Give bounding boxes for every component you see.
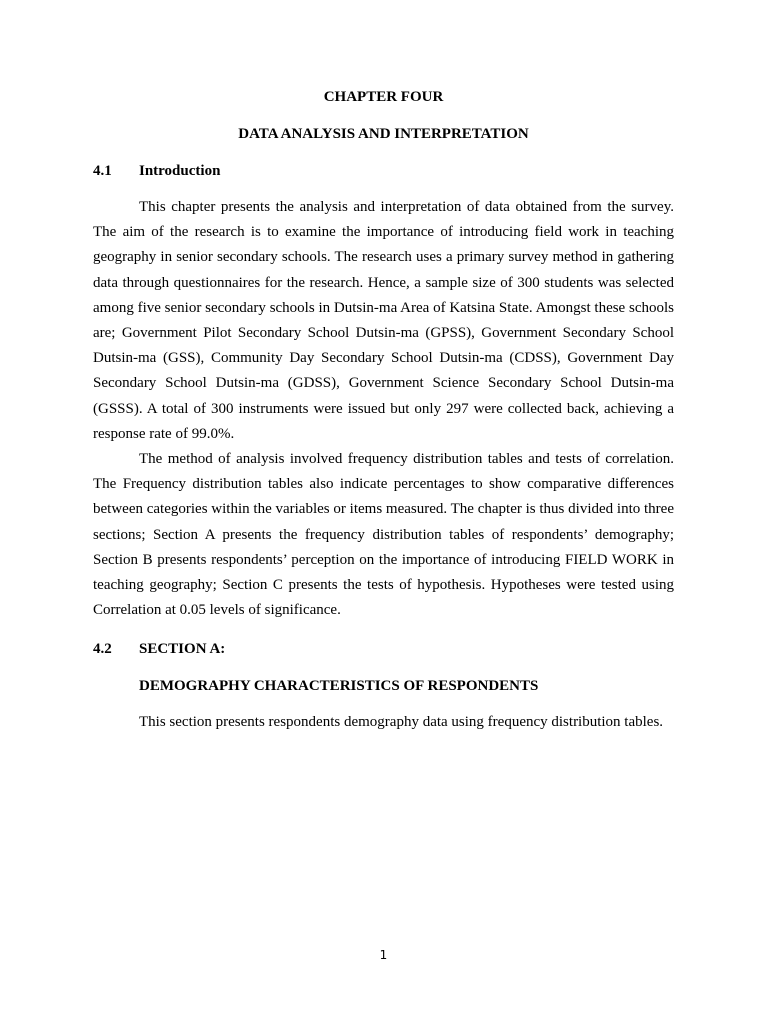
paragraph-method: The method of analysis involved frequency distribution tables and tests of correlation. The Frequency distribution tables also indicate percentages to show comparative differences between categories within the variables or items measured. The chapter is thus divided into three sections; Section A presents the frequency distribution tables of respondents’ demography; Section B presents respondents’ perception on the importance of introducing FIELD WORK in teaching geography; Section C presents the tests of hypothesis. Hypotheses were tested using Correlation at 0.05 levels of significance. <box>93 451 674 619</box>
document-page <box>93 0 674 1024</box>
paragraph-section-a: This section presents respondents demography data using frequency distribution tables. <box>139 714 664 730</box>
section-title: SECTION A: <box>139 641 226 657</box>
chapter-title: CHAPTER FOUR <box>323 89 444 105</box>
chapter-subtitle: DATA ANALYSIS AND INTERPRETATION <box>238 126 529 142</box>
paragraph-introduction: This chapter presents the analysis and interpretation of data obtained from the survey. The aim of the research is to examine the importance of introducing field work in teaching geography in senior secondary schools. The research uses a primary survey method in gathering data through questionnaires for the research. Hence, a sample size of 300 students was selected among five senior secondary schools in Dutsin-ma Area of Katsina State. Amongst these schools are; Government Pilot Secondary School Dutsin-ma (GPSS), Government Secondary School Dutsin-ma (GSS), Community Day Secondary School Dutsin-ma (CDSS), Government Day Secondary School Dutsin-ma (GDSS), Government Science Secondary School Dutsin-ma (GSSS). A total of 300 instruments were issued but only 297 were collected back, achieving a response rate of 99.0%. <box>93 199 674 442</box>
section-heading-introduction <box>93 161 674 181</box>
section-number: 4.2 <box>93 641 112 657</box>
section-heading-section-a <box>93 639 674 659</box>
section-subtitle-demography: DEMOGRAPHY CHARACTERISTICS OF RESPONDENTS <box>139 678 539 694</box>
page-number: 1 <box>379 948 388 962</box>
section-title: Introduction <box>139 163 221 179</box>
section-number: 4.1 <box>93 163 112 179</box>
